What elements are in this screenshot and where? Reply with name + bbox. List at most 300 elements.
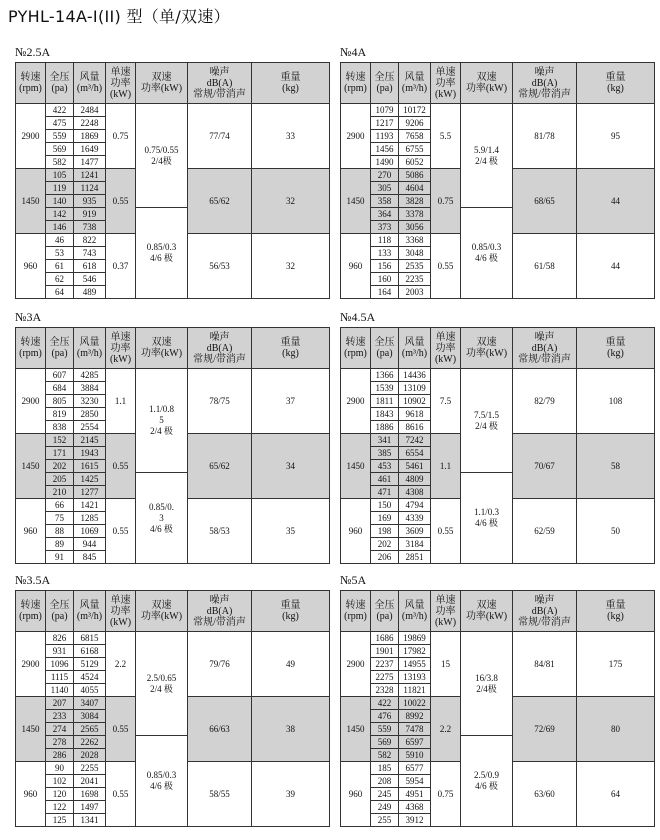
table-row bbox=[16, 369, 330, 382]
noise-cell: 58/53 bbox=[188, 499, 252, 564]
cell-line: dB(A) bbox=[206, 605, 233, 617]
flow-cell: 4604 bbox=[399, 182, 431, 195]
model-label: №5A bbox=[340, 573, 367, 587]
cell-line: 全压 bbox=[49, 72, 70, 83]
flow-cell: 2535 bbox=[399, 260, 431, 273]
dual-power-cell bbox=[136, 208, 188, 299]
flow-cell: 2041 bbox=[74, 775, 106, 788]
pressure-cell: 805 bbox=[46, 395, 74, 408]
speed-cell: 960 bbox=[341, 234, 371, 299]
pressure-cell: 245 bbox=[371, 788, 399, 801]
noise-cell: 72/69 bbox=[513, 697, 577, 762]
flow-cell: 1421 bbox=[74, 499, 106, 512]
weight-cell: 80 bbox=[577, 697, 655, 762]
flow-cell: 2851 bbox=[399, 551, 431, 564]
cell-line: 双速 bbox=[476, 72, 497, 83]
flow-cell: 1341 bbox=[74, 814, 106, 827]
flow-cell: 1285 bbox=[74, 512, 106, 525]
flow-cell: 6597 bbox=[399, 736, 431, 749]
flow-cell: 3912 bbox=[399, 814, 431, 827]
cell-line: 功率(kW) bbox=[465, 83, 508, 94]
dual-power-cell bbox=[461, 369, 513, 473]
header-speed bbox=[341, 63, 371, 104]
pressure-cell: 569 bbox=[371, 736, 399, 749]
pressure-cell: 207 bbox=[46, 697, 74, 710]
cell-line: 重量 bbox=[605, 337, 626, 348]
cell-line: 重量 bbox=[605, 72, 626, 83]
cell-line: 双速 bbox=[151, 600, 172, 611]
cell-line: 2/4 极 bbox=[475, 155, 498, 166]
pressure-cell: 210 bbox=[46, 486, 74, 499]
flow-cell: 3368 bbox=[399, 234, 431, 247]
flow-cell: 9618 bbox=[399, 408, 431, 421]
pressure-cell: 684 bbox=[46, 382, 74, 395]
cell-line: 转速 bbox=[345, 337, 366, 348]
spec-panel bbox=[15, 42, 329, 299]
flow-cell: 6052 bbox=[399, 156, 431, 169]
pressure-cell: 2328 bbox=[371, 684, 399, 697]
flow-cell: 1869 bbox=[74, 130, 106, 143]
spec-panel bbox=[340, 307, 654, 564]
weight-cell: 108 bbox=[577, 369, 655, 434]
flow-cell: 4308 bbox=[399, 486, 431, 499]
pressure-cell: 582 bbox=[371, 749, 399, 762]
weight-cell: 49 bbox=[252, 632, 330, 697]
page-title: PYHL-14A-I(II) 型（单/双速） bbox=[8, 7, 230, 26]
cell-line: 功率 bbox=[435, 342, 456, 354]
header-dual-power bbox=[136, 63, 188, 104]
noise-cell: 61/58 bbox=[513, 234, 577, 299]
weight-cell: 58 bbox=[577, 434, 655, 499]
header-flow bbox=[399, 591, 431, 632]
speed-cell: 2900 bbox=[341, 369, 371, 434]
weight-cell: 95 bbox=[577, 104, 655, 169]
pressure-cell: 1193 bbox=[371, 130, 399, 143]
cell-line: 风量 bbox=[404, 600, 425, 611]
cell-line: 噪声 bbox=[534, 66, 555, 78]
pressure-cell: 53 bbox=[46, 247, 74, 260]
weight-cell: 39 bbox=[252, 762, 330, 827]
flow-cell: 1241 bbox=[74, 169, 106, 182]
pressure-cell: 475 bbox=[46, 117, 74, 130]
dual-power-cell bbox=[461, 208, 513, 299]
flow-cell: 6577 bbox=[399, 762, 431, 775]
weight-cell: 34 bbox=[252, 434, 330, 499]
pressure-cell: 150 bbox=[371, 499, 399, 512]
cell-line: 功率(kW) bbox=[465, 348, 508, 359]
pressure-cell: 46 bbox=[46, 234, 74, 247]
noise-cell: 77/74 bbox=[188, 104, 252, 169]
pressure-cell: 453 bbox=[371, 460, 399, 473]
flow-cell: 2145 bbox=[74, 434, 106, 447]
cell-line: 噪声 bbox=[534, 594, 555, 606]
flow-cell: 489 bbox=[74, 286, 106, 299]
noise-cell: 65/62 bbox=[188, 169, 252, 234]
flow-cell: 7478 bbox=[399, 723, 431, 736]
flow-cell: 2003 bbox=[399, 286, 431, 299]
cell-line: 0.85/0.3 bbox=[146, 242, 177, 252]
dual-power-cell bbox=[136, 473, 188, 564]
header-speed bbox=[341, 591, 371, 632]
speed-cell: 960 bbox=[16, 234, 46, 299]
header-weight bbox=[577, 63, 655, 104]
header-single-power bbox=[106, 328, 136, 369]
dual-power-cell bbox=[136, 632, 188, 736]
cell-line: (m³/h) bbox=[401, 611, 428, 622]
cell-line: (m³/h) bbox=[76, 611, 103, 622]
header-single-power bbox=[431, 591, 461, 632]
pressure-cell: 1456 bbox=[371, 143, 399, 156]
header-pressure bbox=[46, 63, 74, 104]
flow-cell: 10172 bbox=[399, 104, 431, 117]
header-weight bbox=[252, 591, 330, 632]
flow-cell: 3230 bbox=[74, 395, 106, 408]
pressure-cell: 582 bbox=[46, 156, 74, 169]
cell-line: 4/6 极 bbox=[150, 253, 173, 263]
pressure-cell: 569 bbox=[46, 143, 74, 156]
weight-cell: 64 bbox=[577, 762, 655, 827]
pressure-cell: 838 bbox=[46, 421, 74, 434]
pressure-cell: 233 bbox=[46, 710, 74, 723]
pressure-cell: 364 bbox=[371, 208, 399, 221]
dual-power-cell bbox=[461, 104, 513, 208]
model-label: №4.5A bbox=[340, 310, 376, 324]
cell-line: 单速 bbox=[435, 331, 456, 343]
cell-line: 双速 bbox=[476, 337, 497, 348]
noise-cell: 81/78 bbox=[513, 104, 577, 169]
header-flow bbox=[74, 63, 106, 104]
flow-cell: 4055 bbox=[74, 684, 106, 697]
pressure-cell: 1140 bbox=[46, 684, 74, 697]
pressure-cell: 559 bbox=[371, 723, 399, 736]
cell-line: (rpm) bbox=[19, 348, 42, 359]
flow-cell: 3884 bbox=[74, 382, 106, 395]
pressure-cell: 559 bbox=[46, 130, 74, 143]
spec-table bbox=[340, 62, 655, 299]
speed-cell: 2900 bbox=[341, 632, 371, 697]
pressure-cell: 88 bbox=[46, 525, 74, 538]
pressure-cell: 146 bbox=[46, 221, 74, 234]
weight-cell: 38 bbox=[252, 697, 330, 762]
cell-line: (pa) bbox=[376, 611, 393, 622]
single-power-cell: 0.55 bbox=[106, 762, 136, 827]
pressure-cell: 1843 bbox=[371, 408, 399, 421]
cell-line: 双速 bbox=[151, 337, 172, 348]
header-speed bbox=[16, 591, 46, 632]
pressure-cell: 105 bbox=[46, 169, 74, 182]
flow-cell: 3056 bbox=[399, 221, 431, 234]
flow-cell: 7658 bbox=[399, 130, 431, 143]
flow-cell: 4809 bbox=[399, 473, 431, 486]
header-flow bbox=[399, 63, 431, 104]
cell-line: (kg) bbox=[607, 348, 624, 359]
flow-cell: 5086 bbox=[399, 169, 431, 182]
weight-cell: 35 bbox=[252, 499, 330, 564]
speed-cell: 1450 bbox=[16, 697, 46, 762]
pressure-cell: 1096 bbox=[46, 658, 74, 671]
header-noise bbox=[513, 63, 577, 104]
speed-cell: 960 bbox=[341, 499, 371, 564]
pressure-cell: 358 bbox=[371, 195, 399, 208]
single-power-cell: 1.1 bbox=[106, 369, 136, 434]
cell-line: 风量 bbox=[79, 600, 100, 611]
flow-cell: 8992 bbox=[399, 710, 431, 723]
single-power-cell: 0.55 bbox=[431, 499, 461, 564]
header-noise bbox=[513, 591, 577, 632]
header-single-power bbox=[106, 591, 136, 632]
cell-line: (pa) bbox=[51, 83, 68, 94]
cell-line: 风量 bbox=[404, 72, 425, 83]
single-power-cell: 0.75 bbox=[431, 169, 461, 234]
cell-line: 功率 bbox=[110, 342, 131, 354]
spec-table bbox=[340, 590, 655, 827]
cell-line: (kg) bbox=[282, 348, 299, 359]
flow-cell: 3184 bbox=[399, 538, 431, 551]
cell-line: 5 bbox=[159, 415, 164, 425]
pressure-cell: 249 bbox=[371, 801, 399, 814]
single-power-cell: 0.75 bbox=[106, 104, 136, 169]
header-pressure bbox=[371, 591, 399, 632]
weight-cell: 44 bbox=[577, 169, 655, 234]
cell-line: 功率(kW) bbox=[140, 83, 183, 94]
flow-cell: 935 bbox=[74, 195, 106, 208]
flow-cell: 944 bbox=[74, 538, 106, 551]
weight-cell: 33 bbox=[252, 104, 330, 169]
speed-cell: 1450 bbox=[341, 169, 371, 234]
flow-cell: 6815 bbox=[74, 632, 106, 645]
cell-line: dB(A) bbox=[531, 77, 558, 89]
flow-cell: 2554 bbox=[74, 421, 106, 434]
cell-line: 单速 bbox=[435, 66, 456, 78]
flow-cell: 2248 bbox=[74, 117, 106, 130]
cell-line: (kg) bbox=[282, 611, 299, 622]
cell-line: 4/6 极 bbox=[475, 781, 498, 791]
dual-power-cell bbox=[461, 473, 513, 564]
pressure-cell: 142 bbox=[46, 208, 74, 221]
flow-cell: 1497 bbox=[74, 801, 106, 814]
pressure-cell: 156 bbox=[371, 260, 399, 273]
cell-line: 功率 bbox=[110, 77, 131, 89]
cell-line: dB(A) bbox=[531, 605, 558, 617]
cell-line: 转速 bbox=[20, 337, 41, 348]
flow-cell: 14955 bbox=[399, 658, 431, 671]
pressure-cell: 198 bbox=[371, 525, 399, 538]
pressure-cell: 385 bbox=[371, 447, 399, 460]
flow-cell: 1477 bbox=[74, 156, 106, 169]
flow-cell: 6755 bbox=[399, 143, 431, 156]
cell-line: 1.1/0.3 bbox=[473, 507, 499, 517]
flow-cell: 8616 bbox=[399, 421, 431, 434]
pressure-cell: 90 bbox=[46, 762, 74, 775]
cell-line: 5.9/1.4 bbox=[473, 144, 499, 155]
cell-line: (kg) bbox=[607, 611, 624, 622]
header-single-power bbox=[431, 328, 461, 369]
pressure-cell: 120 bbox=[46, 788, 74, 801]
cell-line: 4/6 极 bbox=[150, 523, 173, 534]
speed-cell: 1450 bbox=[16, 434, 46, 499]
pressure-cell: 2237 bbox=[371, 658, 399, 671]
flow-cell: 2484 bbox=[74, 104, 106, 117]
pressure-cell: 118 bbox=[371, 234, 399, 247]
pressure-cell: 476 bbox=[371, 710, 399, 723]
flow-cell: 4524 bbox=[74, 671, 106, 684]
weight-cell: 32 bbox=[252, 169, 330, 234]
cell-line: 全压 bbox=[374, 337, 395, 348]
speed-cell: 2900 bbox=[341, 104, 371, 169]
pressure-cell: 341 bbox=[371, 434, 399, 447]
flow-cell: 4794 bbox=[399, 499, 431, 512]
cell-line: 16/3.8 bbox=[475, 672, 498, 683]
cell-line: 噪声 bbox=[209, 66, 230, 78]
pressure-cell: 169 bbox=[371, 512, 399, 525]
speed-cell: 960 bbox=[341, 762, 371, 827]
pressure-cell: 278 bbox=[46, 736, 74, 749]
pressure-cell: 2275 bbox=[371, 671, 399, 684]
single-power-cell: 0.55 bbox=[431, 234, 461, 299]
cell-line: 1.1/0.8 bbox=[148, 404, 174, 414]
noise-cell: 82/79 bbox=[513, 369, 577, 434]
cell-line: 4/6 极 bbox=[475, 518, 498, 528]
cell-line: (rpm) bbox=[344, 348, 367, 359]
flow-cell: 13109 bbox=[399, 382, 431, 395]
header-speed bbox=[16, 63, 46, 104]
cell-line: 常规/带消声 bbox=[193, 88, 246, 100]
pressure-cell: 185 bbox=[371, 762, 399, 775]
flow-cell: 1615 bbox=[74, 460, 106, 473]
weight-cell: 37 bbox=[252, 369, 330, 434]
single-power-cell: 0.55 bbox=[106, 169, 136, 234]
cell-line: 常规/带消声 bbox=[193, 353, 246, 365]
dual-power-cell bbox=[461, 632, 513, 736]
flow-cell: 738 bbox=[74, 221, 106, 234]
pressure-cell: 461 bbox=[371, 473, 399, 486]
cell-line: (kW) bbox=[434, 616, 457, 628]
speed-cell: 960 bbox=[16, 762, 46, 827]
flow-cell: 3378 bbox=[399, 208, 431, 221]
noise-cell: 56/53 bbox=[188, 234, 252, 299]
cell-line: 重量 bbox=[280, 600, 301, 611]
pressure-cell: 422 bbox=[371, 697, 399, 710]
header-noise bbox=[188, 63, 252, 104]
cell-line: (rpm) bbox=[19, 83, 42, 94]
header-weight bbox=[252, 63, 330, 104]
flow-cell: 2028 bbox=[74, 749, 106, 762]
weight-cell: 44 bbox=[577, 234, 655, 299]
noise-cell: 84/81 bbox=[513, 632, 577, 697]
pressure-cell: 826 bbox=[46, 632, 74, 645]
flow-cell: 6554 bbox=[399, 447, 431, 460]
pressure-cell: 171 bbox=[46, 447, 74, 460]
cell-line: 重量 bbox=[280, 72, 301, 83]
pressure-cell: 133 bbox=[371, 247, 399, 260]
pressure-cell: 931 bbox=[46, 645, 74, 658]
cell-line: 单速 bbox=[110, 331, 131, 343]
cell-line: 转速 bbox=[20, 72, 41, 83]
pressure-cell: 1811 bbox=[371, 395, 399, 408]
cell-line: 风量 bbox=[79, 72, 100, 83]
cell-line: 双速 bbox=[151, 72, 172, 83]
pressure-cell: 1217 bbox=[371, 117, 399, 130]
model-label: №3A bbox=[15, 310, 42, 324]
pressure-cell: 91 bbox=[46, 551, 74, 564]
dual-power-cell bbox=[136, 104, 188, 208]
table-row bbox=[16, 632, 330, 645]
weight-cell: 50 bbox=[577, 499, 655, 564]
header-pressure bbox=[371, 328, 399, 369]
cell-line: 单速 bbox=[110, 66, 131, 78]
flow-cell: 546 bbox=[74, 273, 106, 286]
cell-line: 全压 bbox=[49, 600, 70, 611]
cell-line: 4/6 极 bbox=[150, 781, 173, 791]
cell-line: 2/4 极 bbox=[475, 420, 498, 431]
pressure-cell: 89 bbox=[46, 538, 74, 551]
flow-cell: 3828 bbox=[399, 195, 431, 208]
noise-cell: 63/60 bbox=[513, 762, 577, 827]
flow-cell: 2235 bbox=[399, 273, 431, 286]
spec-table bbox=[15, 590, 330, 827]
cell-line: 常规/带消声 bbox=[518, 353, 571, 365]
noise-cell: 79/76 bbox=[188, 632, 252, 697]
cell-line: 2.5/0.65 bbox=[146, 672, 177, 683]
model-label: №2.5A bbox=[15, 45, 51, 59]
cell-line: 2/4 极 bbox=[150, 683, 173, 694]
cell-line: 常规/带消声 bbox=[518, 88, 571, 100]
table-row bbox=[341, 632, 655, 645]
cell-line: 风量 bbox=[404, 337, 425, 348]
pressure-cell: 1886 bbox=[371, 421, 399, 434]
cell-line: 转速 bbox=[20, 600, 41, 611]
pressure-cell: 422 bbox=[46, 104, 74, 117]
flow-cell: 1124 bbox=[74, 182, 106, 195]
pressure-cell: 122 bbox=[46, 801, 74, 814]
cell-line: 全压 bbox=[49, 337, 70, 348]
flow-cell: 5954 bbox=[399, 775, 431, 788]
speed-cell: 960 bbox=[16, 499, 46, 564]
header-noise bbox=[188, 328, 252, 369]
cell-line: 常规/带消声 bbox=[518, 616, 571, 628]
flow-cell: 13193 bbox=[399, 671, 431, 684]
header-dual-power bbox=[136, 591, 188, 632]
pressure-cell: 66 bbox=[46, 499, 74, 512]
pressure-cell: 202 bbox=[46, 460, 74, 473]
cell-line: 0.75/0.55 bbox=[144, 144, 179, 155]
cell-line: 功率(kW) bbox=[140, 348, 183, 359]
header-dual-power bbox=[461, 63, 513, 104]
header-noise bbox=[188, 591, 252, 632]
pressure-cell: 1366 bbox=[371, 369, 399, 382]
cell-line: (kW) bbox=[109, 616, 132, 628]
cell-line: 双速 bbox=[476, 600, 497, 611]
pressure-cell: 305 bbox=[371, 182, 399, 195]
single-power-cell: 5.5 bbox=[431, 104, 461, 169]
noise-cell: 66/63 bbox=[188, 697, 252, 762]
header-weight bbox=[577, 591, 655, 632]
spec-panel bbox=[340, 570, 654, 827]
speed-cell: 2900 bbox=[16, 104, 46, 169]
flow-cell: 5910 bbox=[399, 749, 431, 762]
header-weight bbox=[577, 328, 655, 369]
cell-line: (kW) bbox=[109, 353, 132, 365]
cell-line: 2.5/0.9 bbox=[473, 770, 499, 780]
pressure-cell: 1539 bbox=[371, 382, 399, 395]
spec-table bbox=[15, 62, 330, 299]
header-single-power bbox=[431, 63, 461, 104]
cell-line: (kW) bbox=[434, 353, 457, 365]
pressure-cell: 471 bbox=[371, 486, 399, 499]
flow-cell: 11821 bbox=[399, 684, 431, 697]
table-row bbox=[341, 369, 655, 382]
flow-cell: 9206 bbox=[399, 117, 431, 130]
